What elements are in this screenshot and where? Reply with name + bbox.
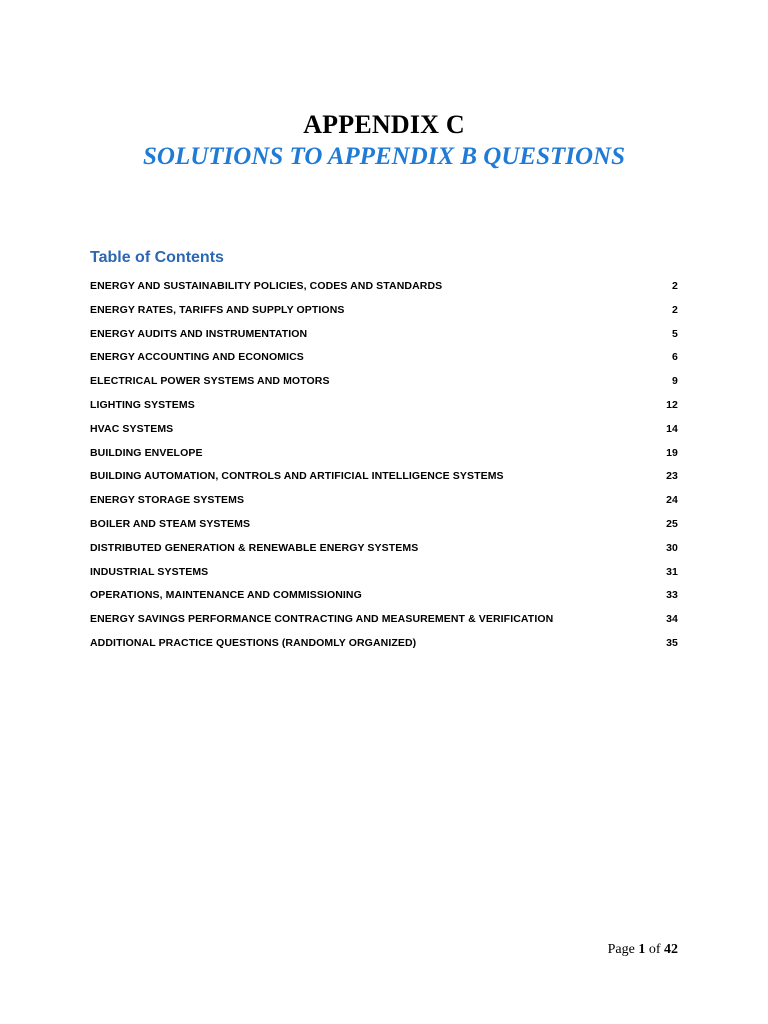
toc-entry-page-number: 2	[672, 303, 678, 316]
toc-entry-page-number: 5	[672, 327, 678, 340]
toc-entry-page-number: 24	[666, 494, 678, 507]
toc-entry-page-number: 14	[666, 422, 678, 435]
page-number-footer	[608, 942, 678, 958]
toc-entry-label: ENERGY AUDITS AND INSTRUMENTATION	[90, 327, 308, 340]
toc-entry[interactable]	[90, 328, 678, 352]
toc-entry-page-number: 12	[666, 398, 678, 411]
toc-entry-label: ENERGY AND SUSTAINABILITY POLICIES, CODES AND STANDARDS	[90, 280, 443, 292]
toc-entry-label: ADDITIONAL PRACTICE QUESTIONS (RANDOMLY ORGANIZED)	[90, 636, 417, 649]
toc-entry-page-number: 35	[666, 636, 678, 649]
appendix-heading	[0, 110, 768, 172]
of-word: of	[648, 942, 661, 957]
toc-entry[interactable]	[90, 304, 678, 328]
toc-entry-label: INDUSTRIAL SYSTEMS	[90, 565, 209, 578]
toc-entry[interactable]	[90, 637, 678, 661]
table-of-contents	[90, 280, 678, 661]
toc-entry-label: BUILDING ENVELOPE	[90, 446, 203, 459]
toc-entry[interactable]	[90, 375, 678, 399]
toc-entry[interactable]	[90, 423, 678, 447]
toc-entry[interactable]	[90, 494, 678, 518]
toc-entry-page-number: 23	[666, 470, 678, 483]
toc-entry[interactable]	[90, 447, 678, 471]
toc-entry-label: HVAC SYSTEMS	[90, 422, 174, 435]
toc-entry-label: OPERATIONS, MAINTENANCE AND COMMISSIONING	[90, 589, 362, 602]
appendix-subtitle: SOLUTIONS TO APPENDIX B QUESTIONS	[142, 143, 626, 170]
current-page-number: 1	[638, 942, 646, 957]
toc-entry-label: ENERGY SAVINGS PERFORMANCE CONTRACTING AND MEASUREMENT & VERIFICATION	[90, 613, 554, 626]
toc-entry-label: ELECTRICAL POWER SYSTEMS AND MOTORS	[90, 375, 330, 388]
toc-entry-page-number: 31	[666, 565, 678, 578]
toc-entry-label: ENERGY ACCOUNTING AND ECONOMICS	[90, 351, 304, 364]
toc-heading: Table of Contents	[90, 249, 224, 266]
toc-entry[interactable]	[90, 542, 678, 566]
toc-entry-label: BUILDING AUTOMATION, CONTROLS AND ARTIFICIAL INTELLIGENCE SYSTEMS	[90, 470, 504, 483]
toc-entry[interactable]	[90, 518, 678, 542]
toc-entry-page-number: 6	[672, 351, 678, 364]
toc-entry-page-number: 9	[672, 375, 678, 388]
toc-entry[interactable]	[90, 351, 678, 375]
toc-entry-page-number: 34	[666, 613, 678, 626]
toc-entry-label: ENERGY RATES, TARIFFS AND SUPPLY OPTIONS	[90, 303, 345, 316]
toc-entry[interactable]	[90, 589, 678, 613]
page-word: Page	[607, 942, 635, 957]
toc-entry-page-number: 25	[666, 517, 678, 530]
toc-entry[interactable]	[90, 613, 678, 637]
toc-entry-page-number: 33	[666, 589, 678, 602]
toc-entry-page-number: 2	[672, 280, 678, 292]
toc-entry-label: ENERGY STORAGE SYSTEMS	[90, 494, 245, 507]
toc-entry[interactable]	[90, 470, 678, 494]
toc-entry-label: BOILER AND STEAM SYSTEMS	[90, 517, 251, 530]
toc-entry[interactable]	[90, 566, 678, 590]
toc-entry-label: DISTRIBUTED GENERATION & RENEWABLE ENERGY SYSTEMS	[90, 541, 419, 554]
toc-entry-page-number: 19	[666, 446, 678, 459]
toc-entry[interactable]	[90, 399, 678, 423]
toc-entry[interactable]	[90, 280, 678, 304]
total-pages: 42	[664, 942, 678, 957]
toc-entry-label: LIGHTING SYSTEMS	[90, 398, 195, 411]
toc-entry-page-number: 30	[666, 541, 678, 554]
appendix-title: APPENDIX C	[303, 110, 465, 139]
